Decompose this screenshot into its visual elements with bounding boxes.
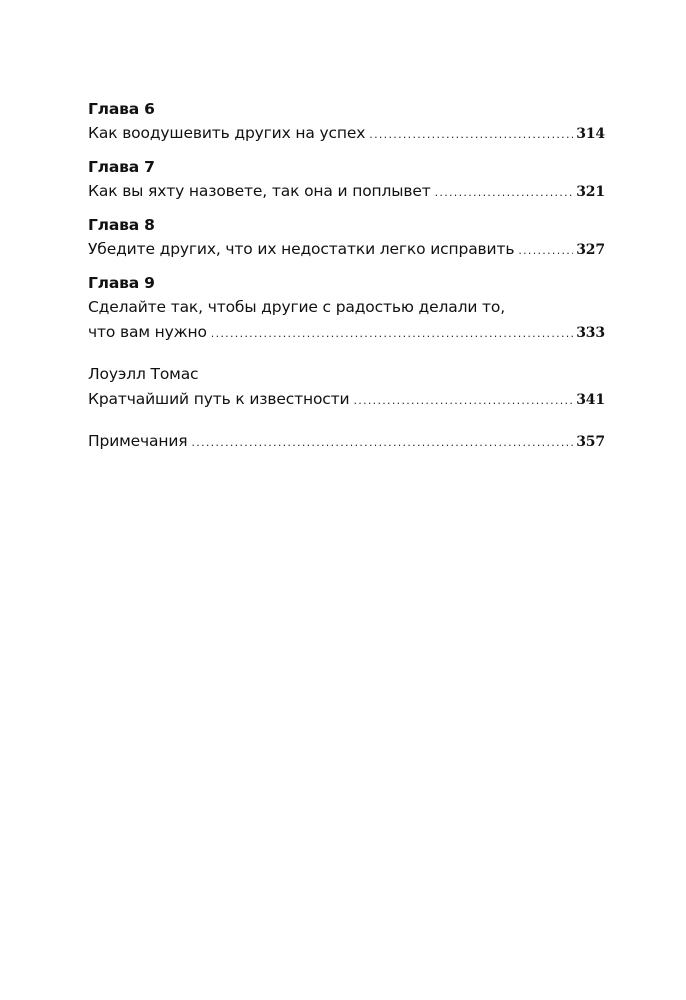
dot-leader [369,122,573,147]
toc-entry-chapter-6 [88,97,605,146]
toc-entry-chapter-9 [88,271,605,345]
entry-title: Как воодушевить других на успех [88,124,366,142]
chapter-label: Глава 8 [88,216,155,234]
page-number: 314 [576,126,605,142]
toc-line[interactable] [88,237,605,262]
toc-entry-notes [88,429,605,454]
dot-leader [435,180,574,205]
entry-title: Кратчайший путь к известности [88,390,350,408]
dot-leader [353,388,573,413]
toc-line[interactable] [88,320,605,345]
chapter-label: Глава 9 [88,274,155,292]
page-number: 333 [576,325,605,341]
page-number: 321 [576,184,605,200]
chapter-label: Глава 6 [88,100,155,118]
table-of-contents [88,97,605,463]
entry-title: Как вы яхту назовете, так она и поплывет [88,182,431,200]
chapter-label: Глава 7 [88,158,155,176]
toc-line[interactable] [88,429,605,454]
toc-entry-lowell-thomas [88,362,605,412]
entry-title: Убедите других, что их недостатки легко исправить [88,240,515,258]
toc-entry-chapter-7 [88,155,605,204]
entry-title: Примечания [88,432,188,450]
page-number: 327 [576,242,605,258]
entry-title-line-1[interactable]: Сделайте так, чтобы другие с радостью делали то, [88,298,506,316]
page-number: 357 [576,434,605,450]
toc-line[interactable] [88,387,605,412]
author-name: Лоуэлл Томас [88,365,199,383]
dot-leader [192,430,574,455]
dot-leader [518,238,573,263]
page-number: 341 [576,392,605,408]
toc-line[interactable] [88,179,605,204]
entry-title-line-2: что вам нужно [88,323,207,341]
toc-line[interactable] [88,121,605,146]
toc-entry-chapter-8 [88,213,605,262]
dot-leader [211,321,573,346]
